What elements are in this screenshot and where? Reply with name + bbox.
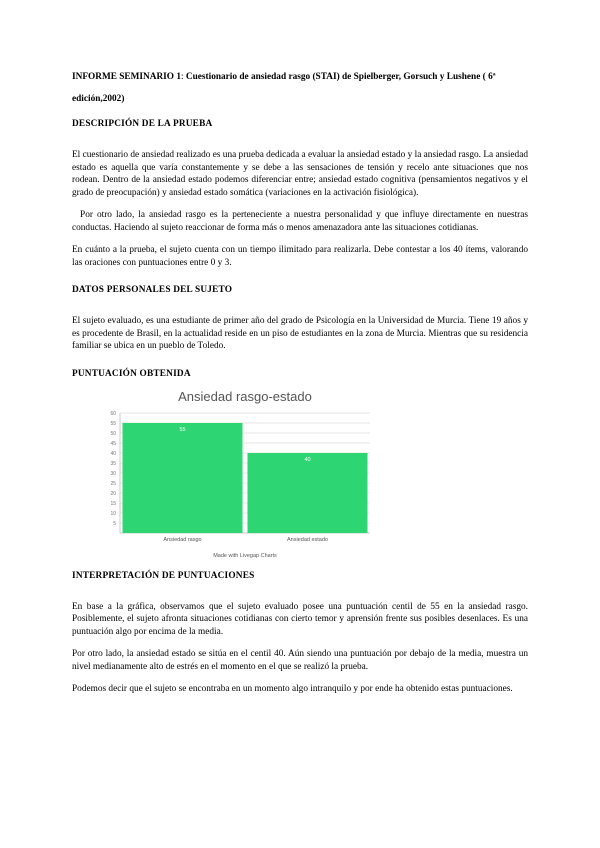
y-tick-label: 45 [110, 440, 116, 447]
y-tick-label: 30 [110, 470, 116, 477]
bar-value-label: 40 [304, 456, 311, 463]
bar [123, 423, 243, 533]
heading-interpretacion: INTERPRETACIÓN DE PUNTUACIONES [72, 570, 255, 581]
title-sep: : [180, 72, 184, 82]
title-prefix: INFORME SEMINARIO 1 [72, 72, 181, 82]
chart-svg [90, 385, 376, 565]
document-page [72, 66, 531, 706]
y-tick-label: 20 [110, 490, 116, 497]
y-tick-label: 25 [110, 480, 116, 487]
paragraph-interpretacion-3: Podemos decir que el sujeto se encontraba en un momento algo intranquilo y por ende ha obtenido estas puntuaciones. [72, 684, 513, 694]
heading-datos: DATOS PERSONALES DEL SUJETO [72, 285, 233, 295]
paragraph-interpretacion-1: En base a la gráfica, observamos que el sujeto evaluado posee una puntuación centil de 55 en la ansiedad rasgo. Posiblemente, el sujeto afronta situaciones cotidianas con cierto temor y aprensión frente sus posibles desenlaces. Es una puntuación algo por encima de la media. [72, 601, 528, 637]
category-label: Ansiedad estado [287, 536, 328, 543]
title-rest: Cuestionario de ansiedad rasgo (STAI) de Spielberger, Gorsuch y Lushene ( 6ª edición,2002) [72, 72, 496, 104]
heading-descripcion: DESCRIPCIÓN DE LA PRUEBA [72, 119, 213, 129]
bar-value-label: 55 [179, 426, 186, 433]
y-tick-label: 35 [110, 460, 116, 467]
y-tick-label: 40 [110, 450, 116, 457]
chart-footer: Made with Livegap Charts [213, 552, 277, 559]
y-tick-label: 60 [110, 410, 116, 417]
paragraph-descripcion-1: El cuestionario de ansiedad realizado es una prueba dedicada a evaluar la ansiedad estado y la ansiedad rasgo. La ansiedad estado es aquella que varía constantemente y se debe a las sensaciones de tensión y recelo ante situaciones que nos rodean. Dentro de la ansiedad estado podemos diferenciar entre; ansiedad estado cognitiva (pensamientos negativos y el grado de preocupación) y ansiedad estado somática (variaciones en la activación fisiológica). [72, 150, 528, 198]
y-tick-label: 50 [110, 430, 116, 437]
paragraph-interpretacion-2: Por otro lado, la ansiedad estado se sitúa en el centil 40. Aún siendo una puntuación por debajo de la media, muestra un nivel medianamente alto de estrés en el momento en el que se realizó la prueba. [72, 649, 528, 672]
y-tick-label: 5 [113, 520, 116, 527]
chart-title: Ansiedad rasgo-estado [178, 388, 312, 404]
y-tick-label: 15 [110, 500, 116, 507]
bar-chart [90, 385, 376, 565]
document-title [72, 66, 528, 110]
paragraph-datos-1: El sujeto evaluado, es una estudiante de primer año del grado de Psicología en la Universidad de Murcia. Tiene 19 años y es procedente de Brasil, en la actualidad reside en un piso de estudiantes en la zona de Murcia. Mientras que su residencia familiar se ubica en un pueblo de Toledo. [72, 316, 528, 351]
paragraph-descripcion-2: Por otro lado, la ansiedad rasgo es la perteneciente a nuestra personalidad y que influye directamente en nuestras conductas. Haciendo al sujeto reaccionar de forma más o menos amenazadora ante las situaciones cotidianas. [72, 210, 531, 233]
category-label: Ansiedad rasgo [163, 536, 202, 543]
y-tick-label: 55 [110, 420, 116, 427]
heading-puntuacion: PUNTUACIÓN OBTENIDA [72, 368, 191, 379]
bar [248, 453, 368, 533]
y-tick-label: 10 [110, 510, 116, 517]
paragraph-descripcion-3: En cuánto a la prueba, el sujeto cuenta con un tiempo ilimitado para realizarla. Debe contestar a los 40 ítems, valorando las oraciones con puntuaciones entre 0 y 3. [72, 245, 528, 268]
